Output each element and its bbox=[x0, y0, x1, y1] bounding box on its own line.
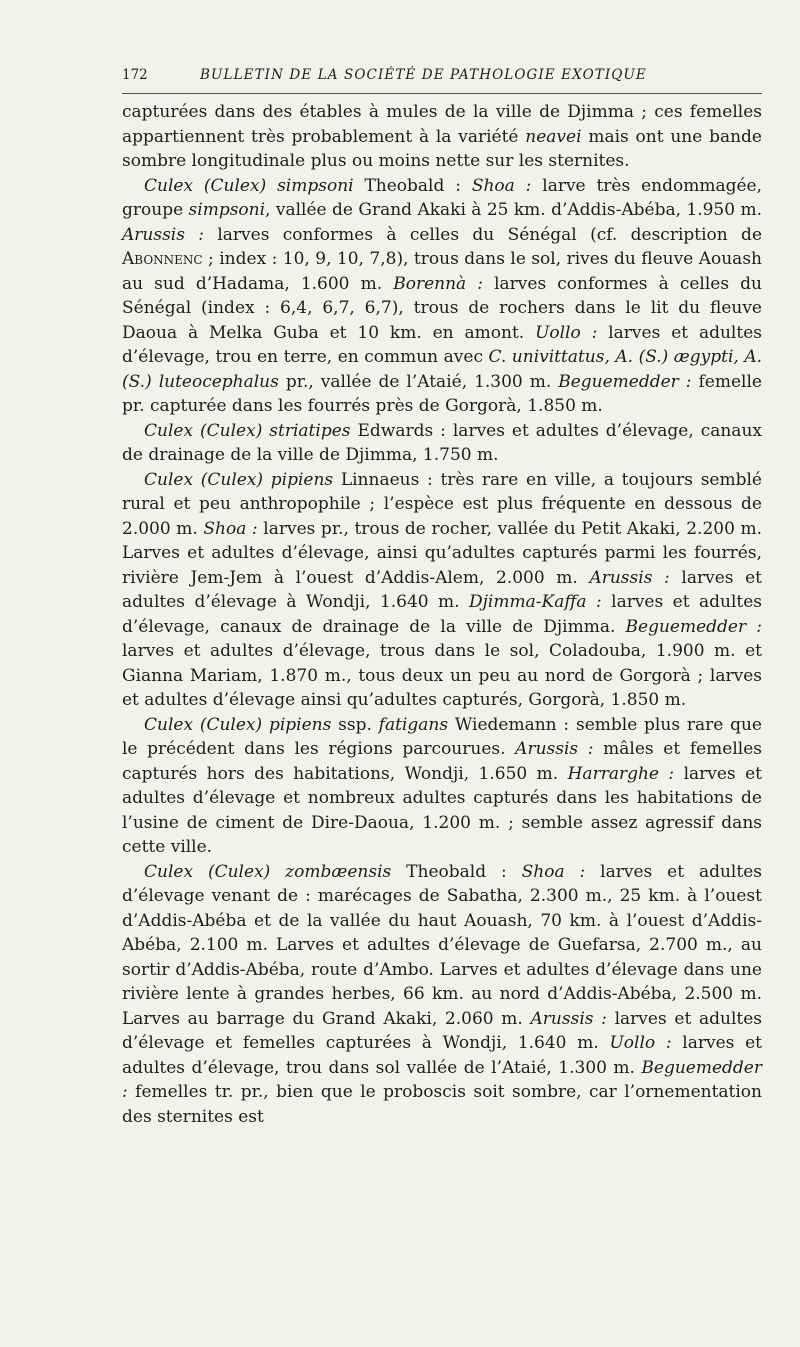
text-run: larves et adultes d’élevage, trous dans le sol, Coladouba, 1.900 m. et Gianna Mariam, 1.870 m., tous deux un peu au nord de Gorgorà ; larves et adultes d’élevage ainsi qu’adultes capturés, Gorgorà, 1.850 m. bbox=[122, 641, 762, 710]
text-run: Beguemedder : bbox=[625, 616, 762, 637]
text-run: simpsoni bbox=[188, 200, 266, 220]
text-run: Abonnenc bbox=[122, 249, 203, 269]
text-run: C. univittatus, A. (S.) ægypti, A. (S.) luteocephalus bbox=[122, 347, 763, 392]
text-run: Uollo : bbox=[609, 1033, 672, 1053]
paragraph bbox=[122, 174, 762, 419]
text-run: Wiedemann : semble plus rare que le précédent dans les régions parcourues. bbox=[122, 714, 762, 759]
text-run: Theobald : bbox=[353, 175, 472, 196]
text-run: Theobald : bbox=[391, 861, 522, 882]
text-run: mais ont une bande sombre longitudinale plus ou moins nette sur les sternites. bbox=[122, 126, 762, 171]
text-run: larves et adultes d’élevage et nombreux adultes capturés dans les habitations de l’usine de ciment de Dire-Daoua, 1.200 m. ; semble assez agressif dans cette ville. bbox=[122, 763, 762, 857]
text-run: Harrarghe : bbox=[567, 763, 675, 784]
text-run: Culex (Culex) pipiens bbox=[144, 469, 334, 490]
text-run: Beguemedder : bbox=[122, 1057, 762, 1102]
text-run: ssp. bbox=[331, 714, 379, 735]
page-number: 172 bbox=[122, 67, 148, 83]
text-run: Culex (Culex) pipiens bbox=[144, 714, 332, 735]
text-run: Arussis : bbox=[122, 224, 205, 245]
text-run: Culex (Culex) zombæensis bbox=[144, 861, 392, 882]
text-run: larves et adultes d’élevage, canaux de drainage de la ville de Djimma. bbox=[122, 592, 763, 637]
text-run: Culex (Culex) simpsoni bbox=[144, 175, 354, 196]
text-run: Borennà : bbox=[393, 273, 483, 294]
text-run: larves et adultes d’élevage et femelles capturées à Wondji, 1.640 m. bbox=[122, 1008, 762, 1053]
text-run: fatigans bbox=[378, 714, 449, 735]
header-rule bbox=[122, 93, 762, 94]
text-run: larve très endommagée, groupe bbox=[122, 175, 762, 220]
text-run: femelle pr. capturée dans les fourrés près de Gorgorà, 1.850 m. bbox=[122, 371, 762, 416]
text-run: Shoa : bbox=[471, 175, 532, 196]
text-run: Beguemedder : bbox=[558, 371, 692, 392]
text-run: pr., vallée de l’Ataié, 1.300 m. bbox=[278, 371, 559, 392]
text-run: Arussis : bbox=[530, 1008, 607, 1029]
text-run: Uollo : bbox=[535, 322, 598, 343]
text-run: Linnaeus : très rare en ville, a toujours semblé rural et peu anthropophile ; l’espèce est plus fréquente en dessous de 2.000 m. bbox=[122, 469, 762, 539]
paragraph bbox=[122, 419, 762, 468]
paragraph bbox=[122, 713, 762, 860]
text-run: capturées dans des étables à mules de la ville de Djimma ; ces femelles appartiennent très probablement à la variété bbox=[122, 102, 762, 147]
body-text bbox=[122, 100, 762, 1129]
paragraph bbox=[122, 860, 762, 1130]
text-run: larves et adultes d’élevage venant de : marécages de Sabatha, 2.300 m., 25 km. à l’ouest d’Addis-Abéba et de la vallée du haut Aouash, 70 km. à l’ouest d’Addis-Abéba, 2.100 m. Larves et adultes d’élevage de Guefarsa, 2.700 m., au sortir d’Addis-Abéba, route d’Ambo. Larves et adultes d’élevage dans une rivière lente à grandes herbes, 66 km. au nord d’Addis-Abéba, 2.500 m. Larves au barrage du Grand Akaki, 2.060 m. bbox=[122, 861, 762, 1029]
text-run: larves et adultes d’élevage, trou en terre, en commun avec bbox=[122, 322, 762, 367]
text-run: Arussis : bbox=[515, 739, 594, 759]
text-run: Culex (Culex) striatipes bbox=[144, 420, 351, 441]
text-run: Arussis : bbox=[589, 567, 670, 588]
running-title: BULLETIN DE LA SOCIÉTÉ DE PATHOLOGIE EXOTIQUE bbox=[200, 67, 647, 83]
text-run: larves et adultes d’élevage à Wondji, 1.640 m. bbox=[122, 567, 762, 612]
text-run: larves et adultes d’élevage, trou dans sol vallée de l’Ataié, 1.300 m. bbox=[122, 1033, 762, 1078]
text-run: larves conformes à celles du Sénégal (index : 6,4, 6,7, 6,7), trous de rochers dans le lit du fleuve Daoua à Melka Guba et 10 km. en amont. bbox=[122, 273, 762, 343]
paragraph bbox=[122, 468, 762, 713]
text-run: neavei bbox=[525, 126, 582, 147]
text-run: Shoa : bbox=[521, 861, 586, 882]
paragraph bbox=[122, 100, 762, 174]
text-run: ; index : 10, 9, 10, 7,8), trous dans le sol, rives du fleuve Aouash au sud d’Hadama, 1.600 m. bbox=[122, 249, 762, 294]
text-run: larves conformes à celles du Sénégal (cf. description de bbox=[204, 224, 763, 245]
text-run: , vallée de Grand Akaki à 25 km. d’Addis-Abéba, 1.950 m. bbox=[265, 200, 762, 220]
text-run: Edwards : larves et adultes d’élevage, canaux de drainage de la ville de Djimma, 1.750 m. bbox=[122, 420, 762, 465]
text-run: femelles tr. pr., bien que le proboscis soit sombre, car l’ornementation des sternites est bbox=[122, 1082, 762, 1127]
text-run: Shoa : bbox=[203, 518, 258, 539]
text-run: Djimma-Kaffa : bbox=[469, 592, 602, 612]
text-run: larves pr., trous de rocher, vallée du Petit Akaki, 2.200 m. Larves et adultes d’élevage, ainsi qu’adultes capturés parmi les fourrés, rivière Jem-Jem à l’ouest d’Addis-Alem, 2.000 m. bbox=[122, 518, 762, 588]
text-run: mâles et femelles capturés hors des habitations, Wondji, 1.650 m. bbox=[122, 739, 763, 784]
